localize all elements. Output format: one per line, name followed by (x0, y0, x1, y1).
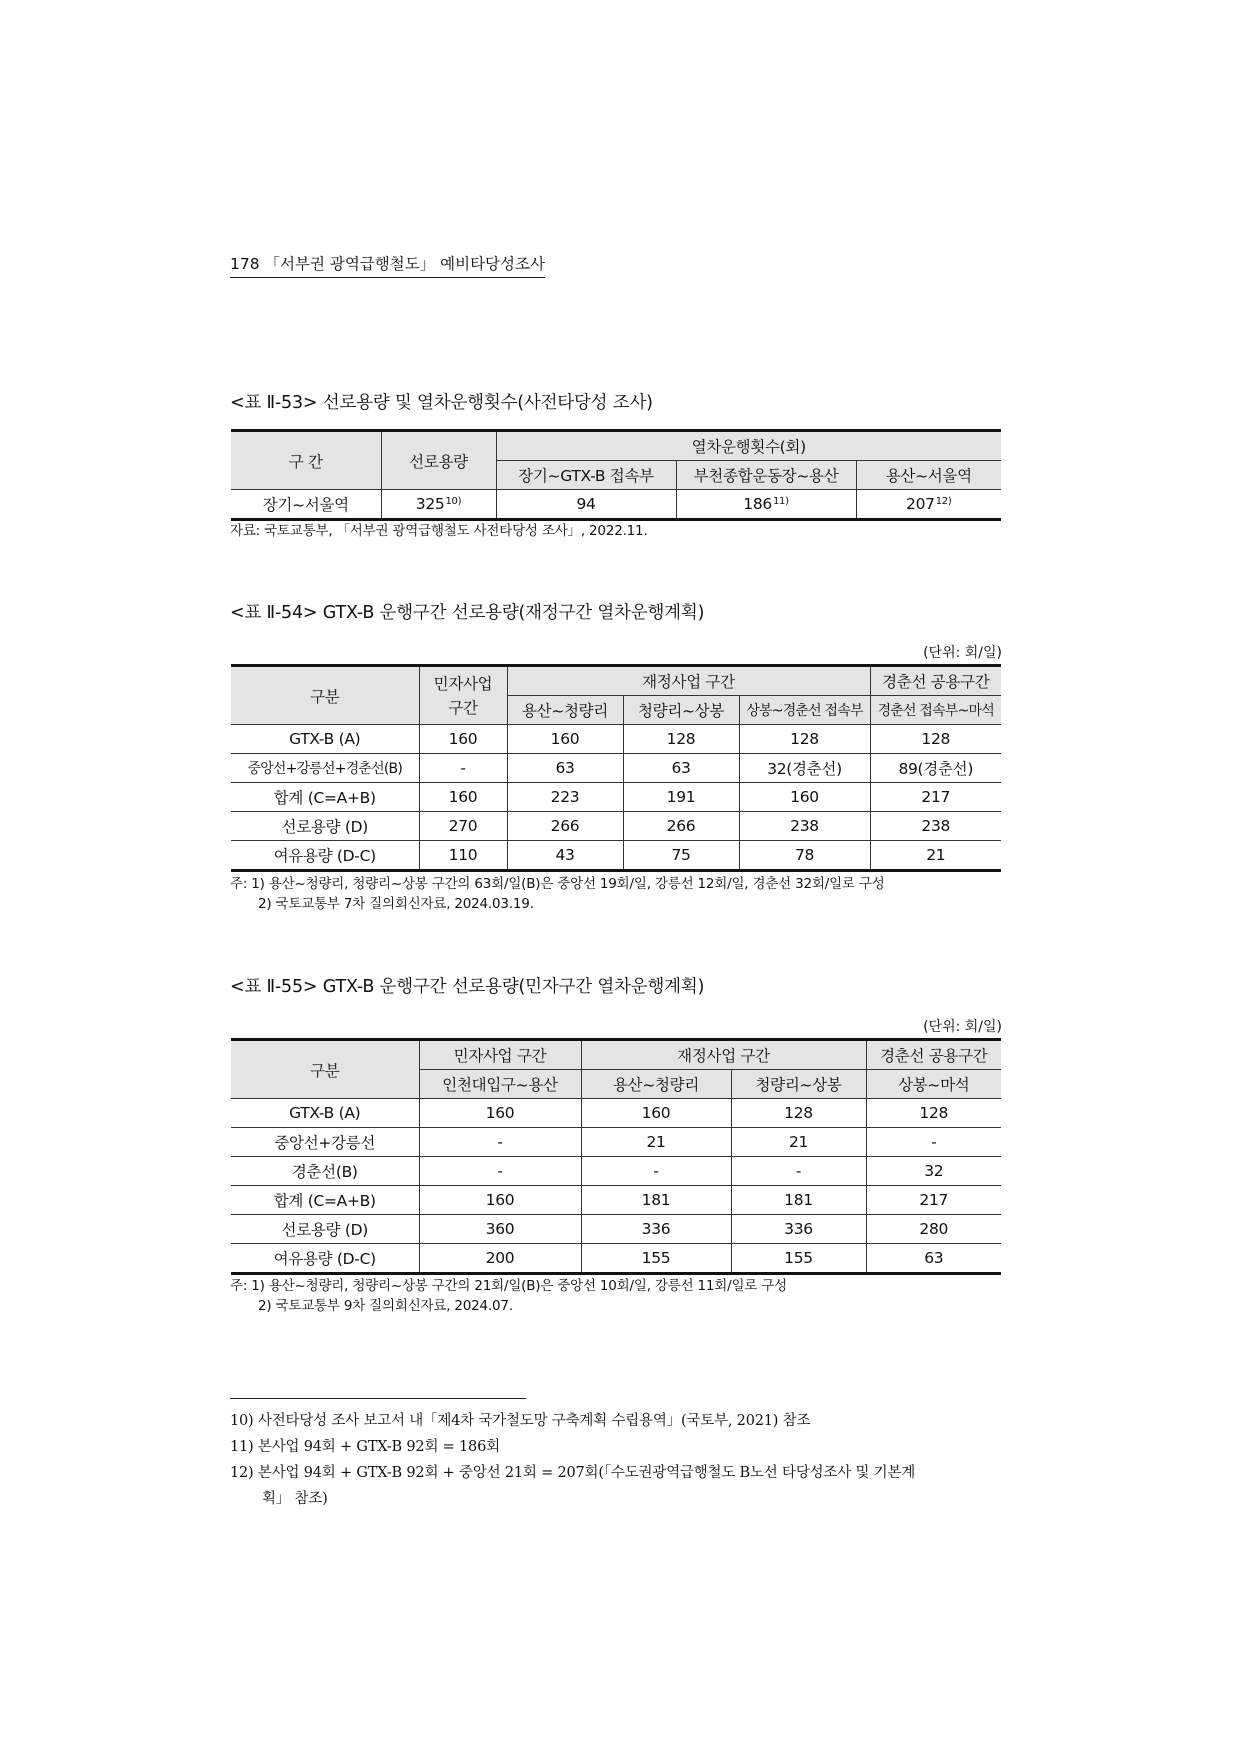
cell: 238 (870, 812, 1001, 841)
table54-header-private: 민자사업 구간 (419, 666, 507, 725)
table55-subheader: 인천대입구~용산 (419, 1070, 581, 1099)
cell: 200 (419, 1244, 581, 1274)
table53-source: 자료: 국토교통부, 「서부권 광역급행철도 사전타당성 조사」, 2022.11. (230, 523, 648, 539)
cell: 270 (419, 812, 507, 841)
cell: 128 (739, 725, 870, 754)
row-label: 장기~서울역 (231, 490, 381, 520)
cell: 160 (507, 725, 623, 754)
table-row (231, 725, 1001, 754)
note-line: 2) 국토교통부 7차 질의회신자료, 2024.03.19. (258, 896, 534, 912)
note-line: 2) 국토교통부 9차 질의회신자료, 2024.07. (258, 1298, 513, 1314)
cell: 128 (866, 1099, 1001, 1128)
table55-header-shared: 경춘선 공용구간 (866, 1040, 1001, 1070)
table-row (231, 490, 1001, 520)
cell: 32(경춘선) (739, 754, 870, 783)
row-label: 여유용량 (D-C) (231, 1244, 419, 1274)
table-row (231, 1157, 1001, 1186)
row-label: 여유용량 (D-C) (231, 841, 419, 871)
cell: 160 (419, 1099, 581, 1128)
cell: 43 (507, 841, 623, 871)
cell: 63 (866, 1244, 1001, 1274)
cell: 266 (507, 812, 623, 841)
cell: 280 (866, 1215, 1001, 1244)
cell: 128 (731, 1099, 866, 1128)
table54-subheader: 상봉~경춘선 접속부 (739, 696, 870, 725)
table-row (231, 812, 1001, 841)
table54-subheader: 청량리~상봉 (623, 696, 739, 725)
table54-header-shared: 경춘선 공용구간 (870, 666, 1001, 696)
footnote-ref: 12) (935, 496, 952, 507)
row-label: 선로용량 (D) (231, 1215, 419, 1244)
row-label: 합계 (C=A+B) (231, 1186, 419, 1215)
cell: - (581, 1157, 731, 1186)
cell: 75 (623, 841, 739, 871)
cell: - (419, 1128, 581, 1157)
cell: 110 (419, 841, 507, 871)
footnotes (230, 1408, 1020, 1512)
row-label: GTX-B (A) (231, 725, 419, 754)
table55-header-label: 구분 (231, 1040, 419, 1099)
cell: 325$^{10)}$ (381, 490, 496, 520)
table55-subheader: 청량리~상봉 (731, 1070, 866, 1099)
cell: 238 (739, 812, 870, 841)
table55-header-private: 민자사업 구간 (419, 1040, 581, 1070)
table-row (231, 1244, 1001, 1274)
cell: 191 (623, 783, 739, 812)
cell: 336 (731, 1215, 866, 1244)
table55-header-fiscal: 재정사업 구간 (581, 1040, 866, 1070)
cell: 207$^{12)}$ (856, 490, 1001, 520)
table-row (231, 1099, 1001, 1128)
table53-header-section: 구 간 (231, 431, 381, 490)
table54-subheader: 경춘선 접속부~마석 (870, 696, 1001, 725)
cell: 78 (739, 841, 870, 871)
cell: 186$^{11)}$ (676, 490, 856, 520)
cell: 63 (623, 754, 739, 783)
footnote-divider (230, 1398, 526, 1399)
cell: 160 (419, 783, 507, 812)
row-label: 경춘선(B) (231, 1157, 419, 1186)
cell: - (866, 1128, 1001, 1157)
table53-subheader: 부천종합운동장~용산 (676, 461, 856, 490)
cell: 223 (507, 783, 623, 812)
table-row (231, 1128, 1001, 1157)
footnote: 획」 참조) (262, 1491, 328, 1507)
cell: 32 (866, 1157, 1001, 1186)
cell: 21 (581, 1128, 731, 1157)
page-header: 178 「서부권 광역급행철도」 예비타당성조사 (230, 252, 545, 278)
cell: 89(경춘선) (870, 754, 1001, 783)
table53-header-trains: 열차운행횟수(회) (496, 431, 1001, 461)
cell: 181 (581, 1186, 731, 1215)
footnote: 12) 본사업 94회 + GTX-B 92회 + 중앙선 21회 = 207회(「수도권광역급행철도 B노선 타당성조사 및 기본계 (230, 1465, 916, 1481)
footnote-ref: 11) (772, 496, 789, 507)
cell: 128 (623, 725, 739, 754)
cell: 160 (419, 725, 507, 754)
table53 (231, 429, 1001, 521)
table55-caption: <표 Ⅱ-55> GTX-B 운행구간 선로용량(민자구간 열차운행계획) (230, 977, 705, 997)
row-label: 합계 (C=A+B) (231, 783, 419, 812)
table55-unit: (단위: 회/일) (923, 1019, 1002, 1035)
table53-subheader: 장기~GTX-B 접속부 (496, 461, 676, 490)
cell: 21 (870, 841, 1001, 871)
row-label: 중앙선+강릉선+경춘선(B) (231, 754, 419, 783)
row-label: 선로용량 (D) (231, 812, 419, 841)
cell: 155 (581, 1244, 731, 1274)
table53-subheader: 용산~서울역 (856, 461, 1001, 490)
table-row (231, 1215, 1001, 1244)
table-row (231, 754, 1001, 783)
cell: 128 (870, 725, 1001, 754)
table54-unit: (단위: 회/일) (923, 645, 1002, 661)
row-label: GTX-B (A) (231, 1099, 419, 1128)
table-row (231, 783, 1001, 812)
table54-subheader: 용산~청량리 (507, 696, 623, 725)
footnote-ref: 10) (445, 496, 462, 507)
cell: 360 (419, 1215, 581, 1244)
table54-header-fiscal: 재정사업 구간 (507, 666, 870, 696)
cell: 266 (623, 812, 739, 841)
cell: - (731, 1157, 866, 1186)
table55-subheader: 용산~청량리 (581, 1070, 731, 1099)
cell: 63 (507, 754, 623, 783)
table53-header-capacity: 선로용량 (381, 431, 496, 490)
note-line: 주: 1) 용산~청량리, 청량리~상봉 구간의 63회/일(B)은 중앙선 19회/일, 강릉선 12회/일, 경춘선 32회/일로 구성 (230, 876, 885, 892)
table54-header-label: 구분 (231, 666, 419, 725)
cell: 94 (496, 490, 676, 520)
footnote: 11) 본사업 94회 + GTX-B 92회 = 186회 (230, 1439, 500, 1455)
table-row (231, 1186, 1001, 1215)
note-line: 주: 1) 용산~청량리, 청량리~상봉 구간의 21회/일(B)은 중앙선 10회/일, 강릉선 11회/일로 구성 (230, 1278, 787, 1294)
footnote: 10) 사전타당성 조사 보고서 내「제4차 국가철도망 구축계획 수립용역」(국토부, 2021) 참조 (230, 1413, 811, 1429)
table54-caption: <표 Ⅱ-54> GTX-B 운행구간 선로용량(재정구간 열차운행계획) (230, 603, 705, 623)
cell: 21 (731, 1128, 866, 1157)
table-row (231, 841, 1001, 871)
table54-notes (230, 874, 885, 914)
cell: 217 (866, 1186, 1001, 1215)
cell: 160 (581, 1099, 731, 1128)
table53-caption: <표 Ⅱ-53> 선로용량 및 열차운행횟수(사전타당성 조사) (230, 393, 653, 413)
cell: 160 (739, 783, 870, 812)
table55-notes (230, 1276, 787, 1316)
table55 (231, 1038, 1001, 1275)
table54 (231, 664, 1001, 872)
cell: 155 (731, 1244, 866, 1274)
cell: 217 (870, 783, 1001, 812)
cell: 160 (419, 1186, 581, 1215)
cell: 336 (581, 1215, 731, 1244)
cell: - (419, 1157, 581, 1186)
table55-subheader: 상봉~마석 (866, 1070, 1001, 1099)
row-label: 중앙선+강릉선 (231, 1128, 419, 1157)
cell: 181 (731, 1186, 866, 1215)
cell: - (419, 754, 507, 783)
